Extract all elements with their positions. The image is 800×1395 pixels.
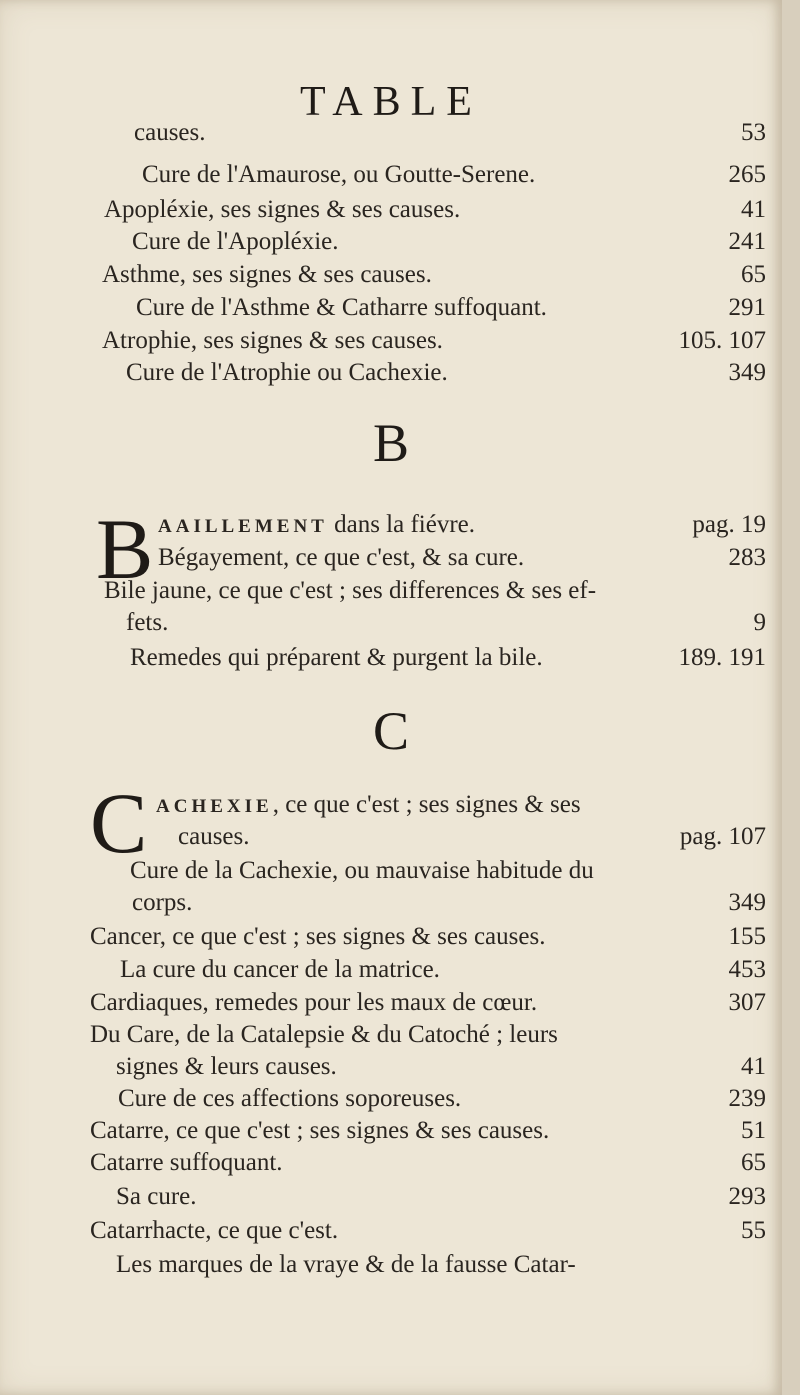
entry-text: Cancer, ce que c'est ; ses signes & ses causes. xyxy=(90,923,546,950)
entry-page: 293 xyxy=(728,1183,766,1210)
index-entry xyxy=(158,510,766,542)
entry-page: 453 xyxy=(728,956,766,983)
index-entry xyxy=(126,608,766,638)
index-entry xyxy=(90,1216,766,1246)
entry-text: Catarrhacte, ce que c'est. xyxy=(90,1217,339,1244)
index-entry xyxy=(158,543,766,573)
entry-text: Cure de ces affections soporeuses. xyxy=(118,1085,462,1112)
entry-text: Cardiaques, remedes pour les maux de cœur. xyxy=(90,989,538,1016)
entry-text: La cure du cancer de la matrice. xyxy=(120,956,440,983)
section-letter-b: B xyxy=(372,413,410,473)
index-entry xyxy=(156,790,766,822)
entry-page: 55 xyxy=(741,1217,766,1244)
index-entry xyxy=(102,326,766,356)
index-entry xyxy=(90,988,766,1018)
entry-smallcaps: AAILLEMENT xyxy=(158,516,328,537)
entry-text-rest: dans la fiévre. xyxy=(334,511,476,538)
index-entry xyxy=(116,1182,766,1212)
entry-page: 65 xyxy=(741,1149,766,1176)
entry-text: Asthme, ses signes & ses causes. xyxy=(102,261,432,288)
index-entry xyxy=(130,643,766,673)
entry-text-rest: , ce que c'est ; ses signes & ses xyxy=(272,791,581,818)
entry-page: 239 xyxy=(728,1085,766,1112)
entry-text: causes. xyxy=(178,823,250,850)
entry-text: Cure de l'Atrophie ou Cachexie. xyxy=(126,359,448,386)
entry-page: pag. 107 xyxy=(679,823,766,850)
index-entry xyxy=(116,1250,766,1280)
entry-text: causes. xyxy=(134,119,206,146)
entry-text: corps. xyxy=(132,889,193,916)
index-entry xyxy=(126,358,766,388)
entry-text: fets. xyxy=(126,609,169,636)
index-entry xyxy=(104,576,766,606)
entry-page: 189. 191 xyxy=(678,644,766,671)
index-entry xyxy=(132,888,766,918)
index-entry xyxy=(90,1020,766,1050)
index-entry xyxy=(104,195,766,225)
entry-page: 241 xyxy=(728,228,766,255)
entry-text: Cure de l'Asthme & Catharre suffoquant. xyxy=(136,294,547,321)
entry-text: Du Care, de la Catalepsie & du Catoché ; leurs xyxy=(90,1021,558,1048)
entry-page: 53 xyxy=(741,119,766,146)
entry-page: 41 xyxy=(741,1053,766,1080)
entry-text: signes & leurs causes. xyxy=(116,1053,337,1080)
entry-page: 51 xyxy=(741,1117,766,1144)
index-entry xyxy=(90,922,766,952)
entry-page: 283 xyxy=(728,544,766,571)
entry-page: 349 xyxy=(728,889,766,916)
entry-page: 291 xyxy=(728,294,766,321)
running-title: TABLE xyxy=(300,79,482,125)
entry-page: 9 xyxy=(753,609,766,636)
entry-page: 349 xyxy=(728,359,766,386)
entry-text: Catarre suffoquant. xyxy=(90,1149,283,1176)
index-entry xyxy=(90,1148,766,1178)
index-entry xyxy=(142,160,766,190)
index-entry xyxy=(178,822,766,852)
entry-page: 307 xyxy=(728,989,766,1016)
index-entry xyxy=(116,1052,766,1082)
index-entry xyxy=(136,293,766,323)
entry-text: Remedes qui préparent & purgent la bile. xyxy=(130,644,543,671)
index-entry xyxy=(130,856,766,886)
entry-smallcaps: ACHEXIE xyxy=(156,796,273,817)
entry-text: Cure de la Cachexie, ou mauvaise habitude du xyxy=(130,857,594,884)
entry-text: Bile jaune, ce que c'est ; ses differences & ses ef- xyxy=(104,577,597,604)
entry-text: Apopléxie, ses signes & ses causes. xyxy=(104,196,461,223)
drop-cap-c: C xyxy=(90,775,148,871)
index-entry xyxy=(118,1084,766,1114)
entry-page: 105. 107 xyxy=(678,327,766,354)
entry-text xyxy=(156,790,581,822)
index-entry xyxy=(90,1116,766,1146)
entry-page: 65 xyxy=(741,261,766,288)
drop-cap-b: B xyxy=(96,501,154,597)
entry-text: Cure de l'Amaurose, ou Goutte-Serene. xyxy=(142,161,536,188)
entry-page: 265 xyxy=(728,161,766,188)
entry-text: Sa cure. xyxy=(116,1183,197,1210)
entry-page: pag. 19 xyxy=(692,511,766,538)
entry-text: Bégayement, ce que c'est, & sa cure. xyxy=(158,544,525,571)
index-entry xyxy=(132,227,766,257)
entry-text: Les marques de la vraye & de la fausse Catar- xyxy=(116,1251,576,1278)
section-letter-c: C xyxy=(372,701,410,761)
entry-text: Catarre, ce que c'est ; ses signes & ses causes. xyxy=(90,1117,550,1144)
index-entry xyxy=(120,955,766,985)
index-entry xyxy=(102,260,766,290)
entry-text xyxy=(158,510,475,542)
entry-text: Atrophie, ses signes & ses causes. xyxy=(102,327,443,354)
entry-text: Cure de l'Apopléxie. xyxy=(132,228,339,255)
entry-page: 41 xyxy=(741,196,766,223)
entry-page: 155 xyxy=(728,923,766,950)
index-entry xyxy=(134,118,766,148)
